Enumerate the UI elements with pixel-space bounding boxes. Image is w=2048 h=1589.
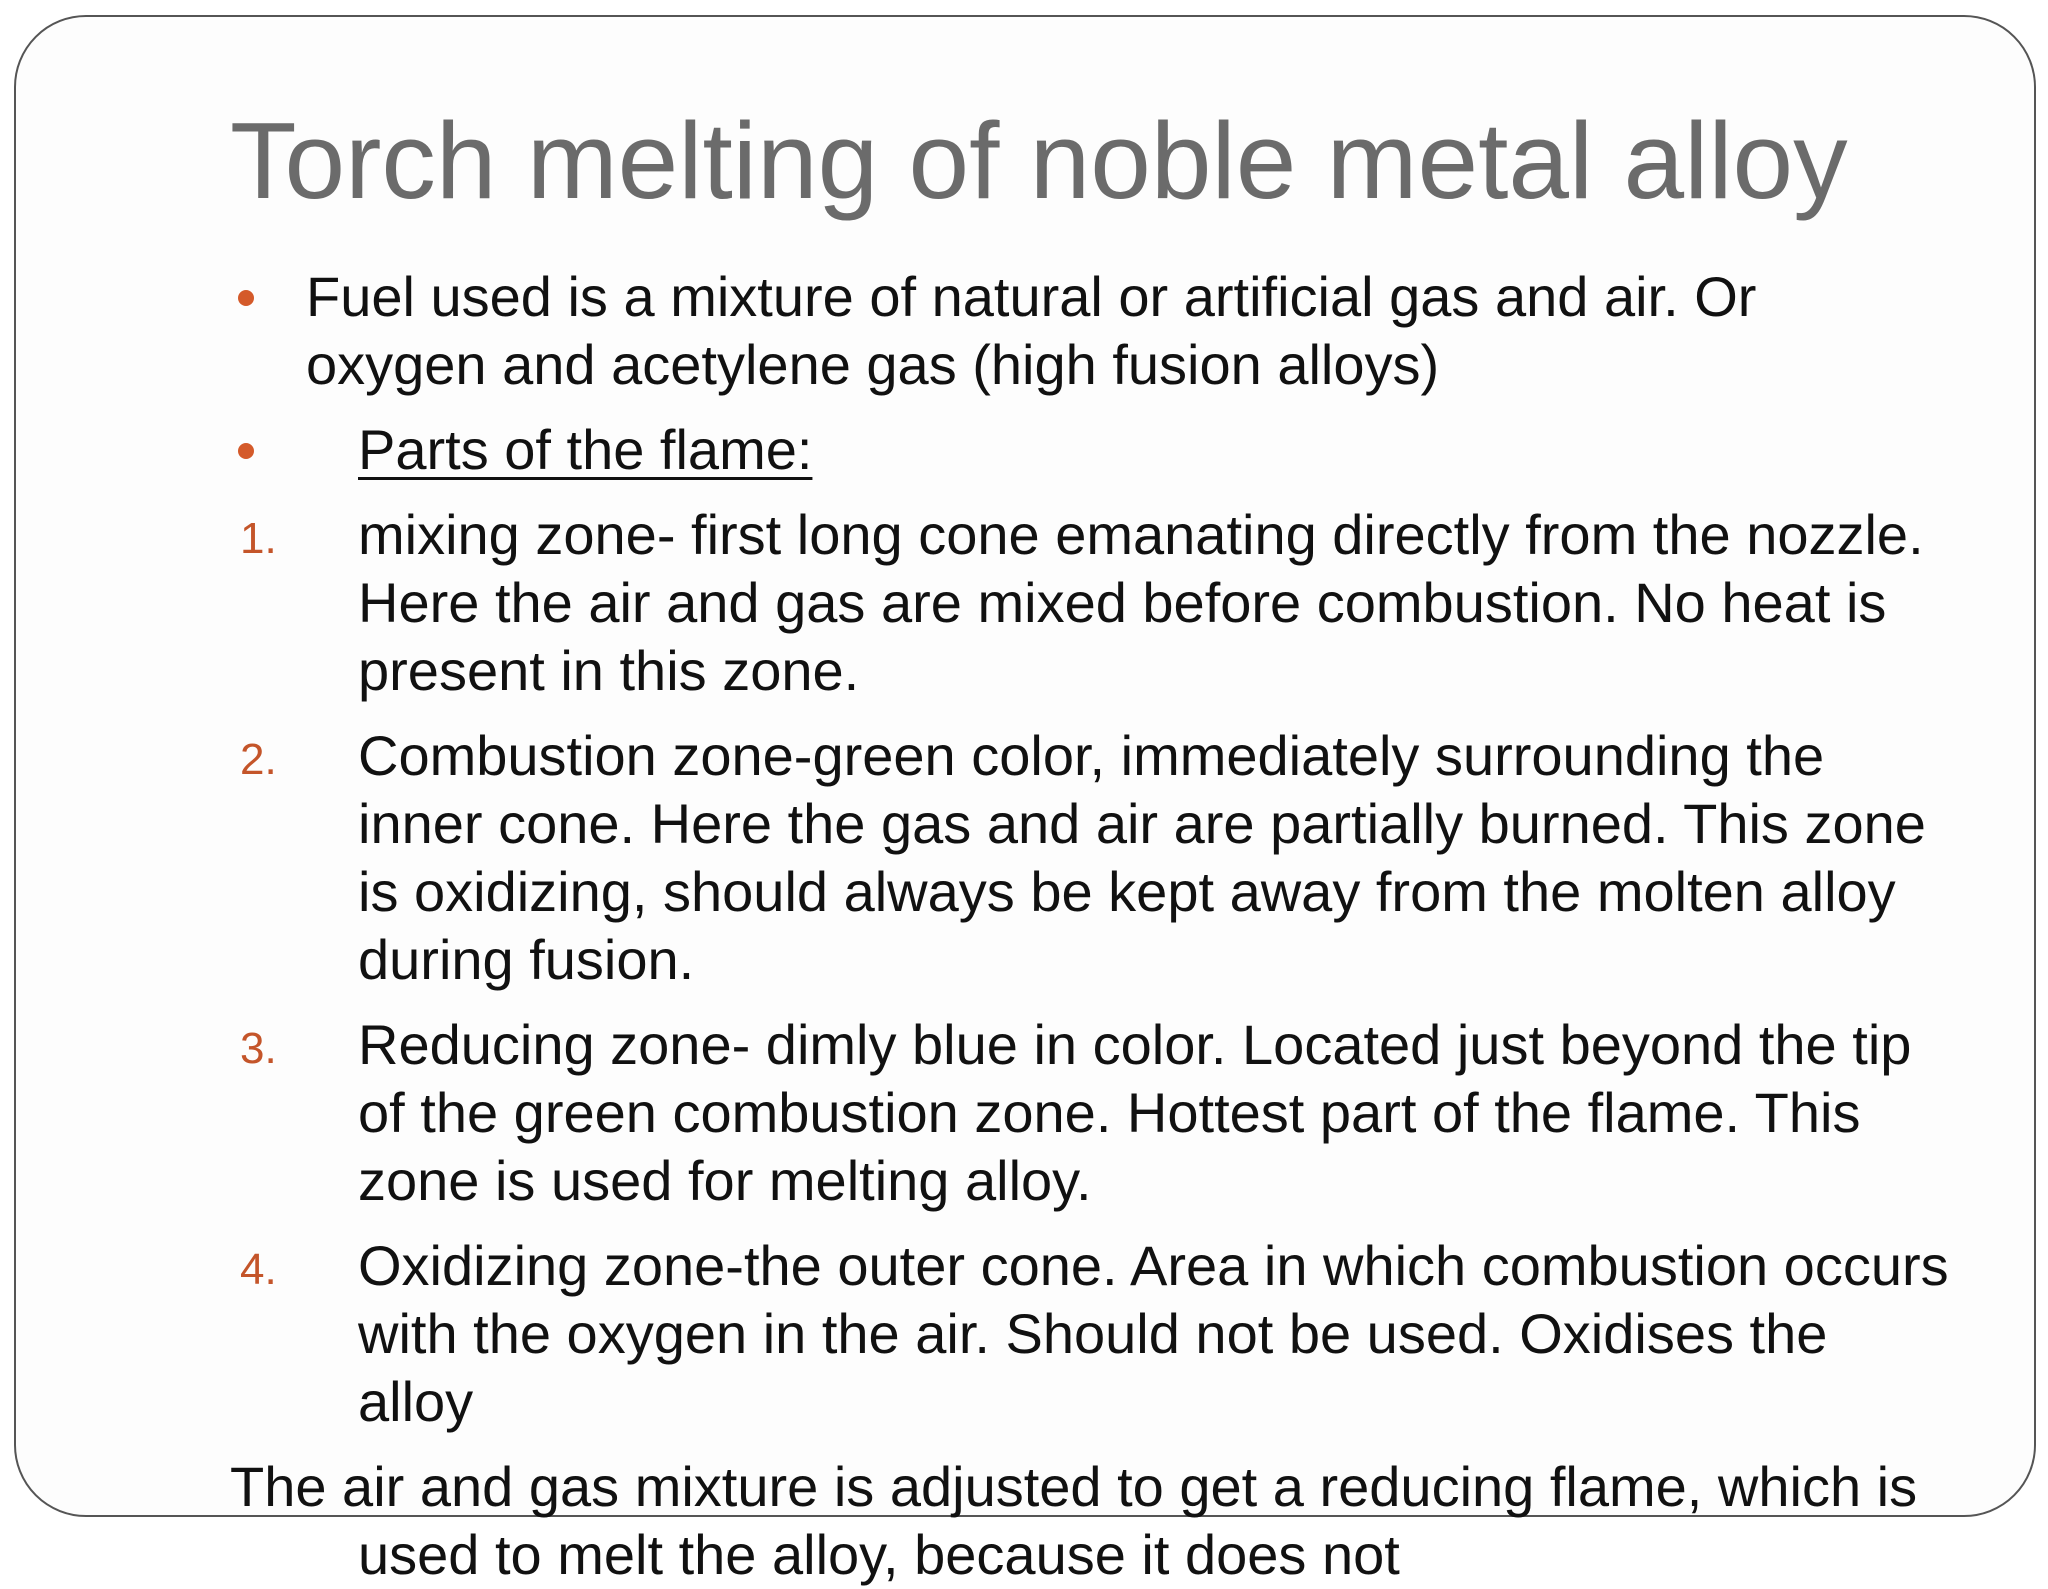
item-text: mixing zone- first long cone emanating directly from the nozzle. Here the air and gas are mixed before combustion. No heat is present in this zone. (358, 503, 1924, 702)
flame-part-item (230, 722, 1950, 994)
parts-heading: Parts of the flame: (358, 418, 813, 481)
bullet-parts (230, 416, 1950, 484)
item-number: 2. (240, 735, 277, 784)
flame-part-item (230, 1011, 1950, 1215)
item-text: Oxidizing zone-the outer cone. Area in which combustion occurs with the oxygen in the air. Should not be used. Oxidises the alloy (358, 1234, 1949, 1433)
slide-title: Torch melting of noble metal alloy (230, 100, 1848, 222)
slide-frame (14, 15, 2036, 1586)
flame-part-item (230, 501, 1950, 705)
item-number: 1. (240, 514, 277, 563)
bullet-fuel-text: Fuel used is a mixture of natural or artificial gas and air. Or oxygen and acetylene gas (high fusion alloys) (306, 265, 1757, 396)
bullet-fuel (230, 263, 1950, 399)
item-text: Reducing zone- dimly blue in color. Located just beyond the tip of the green combustion zone. Hottest part of the flame. This zone is used for melting alloy. (358, 1013, 1912, 1212)
bullet-dot-icon (238, 290, 254, 306)
item-number: 4. (240, 1245, 277, 1294)
flame-part-item (230, 1232, 1950, 1436)
item-number: 3. (240, 1024, 277, 1073)
closing-paragraph: The air and gas mixture is adjusted to get a reducing flame, which is used to melt the alloy, because it does not (230, 1455, 1918, 1586)
bullet-dot-icon (238, 443, 254, 459)
slide-content (230, 263, 1950, 1589)
item-text: Combustion zone-green color, immediately surrounding the inner cone. Here the gas and air are partially burned. This zone is oxidizing, should always be kept away from the molten alloy during fusion. (358, 724, 1926, 991)
